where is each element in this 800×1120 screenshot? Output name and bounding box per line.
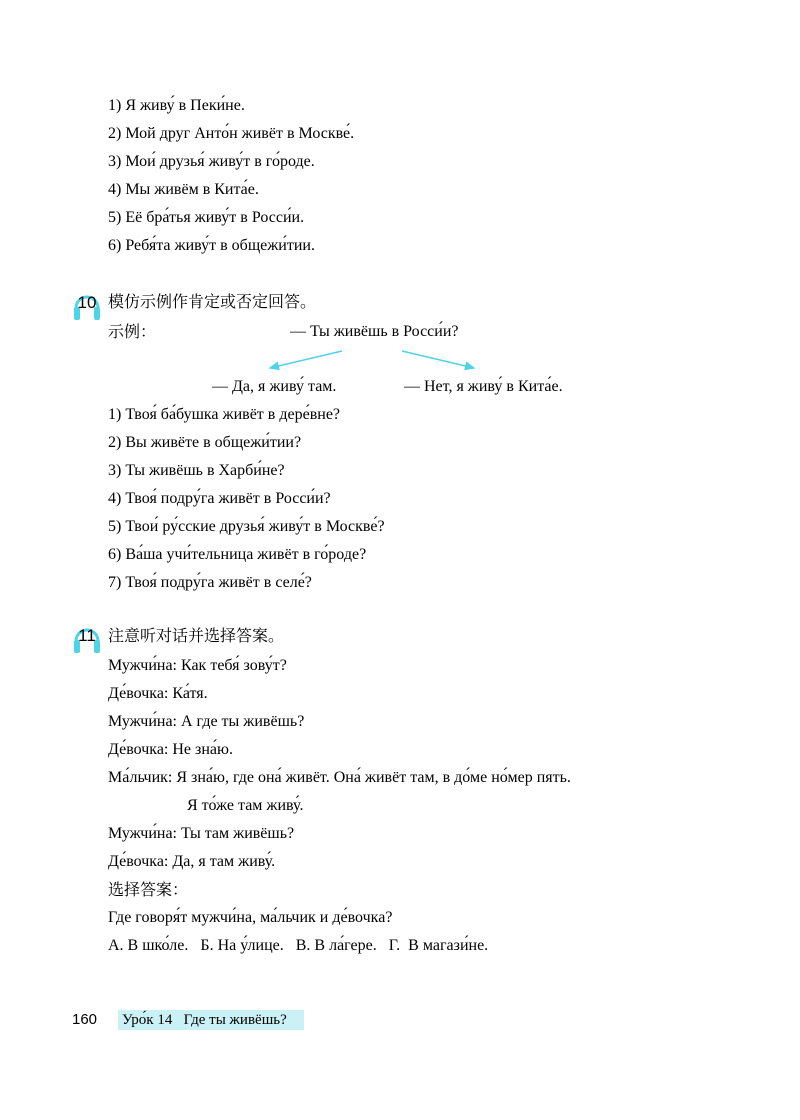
list-item: 1) Твоя́ ба́бушка живёт в дере́вне?	[108, 406, 341, 423]
list-item: 1) Я живу́ в Пеки́не.	[108, 97, 245, 114]
exercise-instruction: 模仿示例作肯定或否定回答。	[108, 292, 317, 311]
arrow-right	[402, 351, 474, 368]
answer-options: А. В шко́ле. Б. На у́лице. В. В ла́гере. Г. В магази́не.	[108, 937, 489, 954]
list-item: 5) Её бра́тья живу́т в Росси́и.	[108, 209, 305, 226]
dialogue-line: Де́вочка: Не зна́ю.	[108, 741, 233, 758]
dialogue-line: Я то́же там живу́.	[187, 797, 304, 814]
list-item: 7) Твоя́ подру́га живёт в селе́?	[108, 574, 312, 591]
page-number: 160	[72, 1011, 98, 1028]
dialogue-line: Мужчи́на: Ты там живёшь?	[108, 825, 295, 842]
dialogue-line: Мужчи́на: Как тебя́ зову́т?	[108, 657, 287, 674]
list-item: 2) Мой друг Анто́н живёт в Москве́.	[108, 125, 355, 142]
list-item: 4) Мы живём в Кита́е.	[108, 181, 259, 198]
dialogue-line: Мужчи́на: А где ты живёшь?	[108, 713, 305, 730]
example-arrows	[260, 346, 490, 376]
list-item: 4) Твоя́ подру́га живёт в Росси́и?	[108, 490, 331, 507]
exercise-number: 10	[77, 293, 97, 312]
example-question: — Ты живёшь в Росси́и?	[290, 323, 459, 340]
exercise-number: 11	[78, 626, 96, 645]
list-item: 3) Мои́ друзья́ живу́т в го́роде.	[108, 153, 315, 170]
dialogue-line: Де́вочка: Ка́тя.	[108, 685, 208, 702]
example-label: 示例：	[108, 322, 157, 341]
list-item: 3) Ты живёшь в Харби́не?	[108, 462, 285, 479]
headphones-icon	[72, 623, 102, 653]
list-item: 2) Вы живёте в общежи́тии?	[108, 434, 302, 451]
exercise-instruction: 注意听对话并选择答案。	[108, 626, 285, 645]
choose-label: 选择答案：	[108, 880, 189, 899]
list-item: 6) Ва́ша учи́тельница живёт в го́роде?	[108, 546, 367, 563]
example-answer-no: — Нет, я живу́ в Кита́е.	[404, 378, 563, 395]
dialogue-line: Ма́льчик: Я зна́ю, где она́ живёт. Она́ живёт там, в до́ме но́мер пять.	[108, 769, 571, 786]
lesson-title: Уро́к 14 Где ты живёшь?	[118, 1010, 304, 1030]
arrow-left	[270, 351, 342, 368]
dialogue-line: Де́вочка: Да, я там живу́.	[108, 853, 276, 870]
example-answer-yes: — Да, я живу́ там.	[212, 378, 337, 395]
choice-question: Где говоря́т мужчи́на, ма́льчик и де́вочка?	[108, 909, 393, 926]
list-item: 5) Твои́ ру́сские друзья́ живу́т в Москве́?	[108, 518, 385, 535]
headphones-icon	[72, 290, 102, 320]
list-item: 6) Ребя́та живу́т в общежи́тии.	[108, 237, 315, 254]
